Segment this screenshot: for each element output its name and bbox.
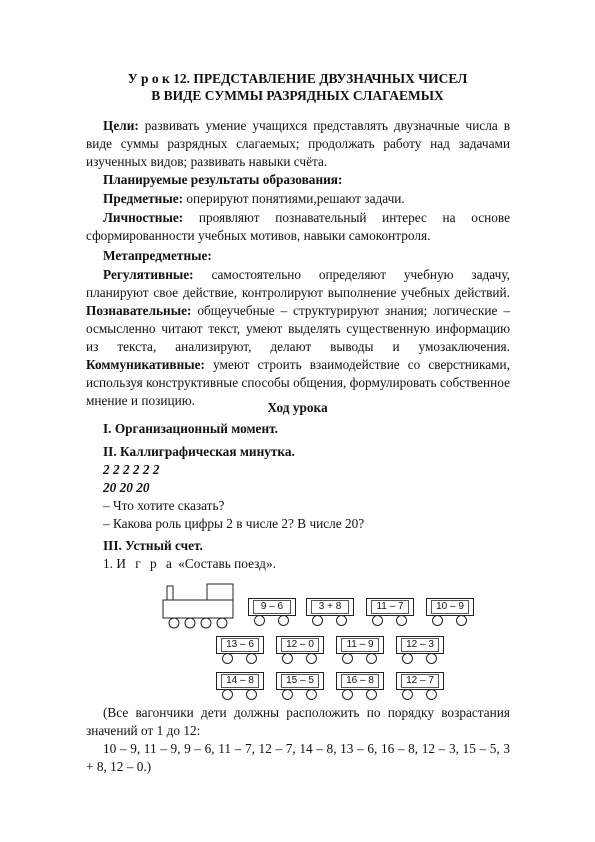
train-car-label: 16 – 8 xyxy=(341,674,379,688)
goals-paragraph xyxy=(86,117,510,171)
lesson-title-line1: У р о к 12. ПРЕДСТАВЛЕНИЕ ДВУЗНАЧНЫХ ЧИСЕЛ xyxy=(127,71,468,86)
wheel-icon xyxy=(282,653,293,664)
wheel-icon xyxy=(366,653,377,664)
train-car xyxy=(306,598,354,616)
results-heading: Планируемые результаты образования: xyxy=(103,172,343,187)
train-car xyxy=(336,636,384,654)
meta-heading: Метапредметные: xyxy=(103,248,212,263)
sequence-paragraph: 10 – 9, 11 – 9, 9 – 6, 11 – 7, 12 – 7, 14 – 8, 13 – 6, 16 – 8, 12 – 3, 15 – 5, 3 + 8, 12 – 0.) xyxy=(86,741,510,774)
wheel-icon xyxy=(426,653,437,664)
wheel-icon xyxy=(456,615,467,626)
course-heading: Ход урока xyxy=(267,400,328,415)
train-car-label: 15 – 5 xyxy=(281,674,319,688)
regulatory-label: Регулятивные: xyxy=(103,267,194,282)
train-car xyxy=(248,598,296,616)
question-2: – Какова роль цифры 2 в числе 2? В числе 20? xyxy=(103,516,365,531)
wheel-icon xyxy=(306,689,317,700)
game-line xyxy=(103,555,276,573)
section-3-heading: III. Устный счет. xyxy=(103,538,203,553)
question-1: – Что хотите сказать? xyxy=(103,498,225,513)
wheel-icon xyxy=(342,689,353,700)
wheel-icon xyxy=(342,653,353,664)
subject-label: Предметные: xyxy=(103,191,184,206)
train-car xyxy=(276,672,324,690)
train-car-label: 12 – 3 xyxy=(401,638,439,652)
wheel-icon xyxy=(366,689,377,700)
wheel-icon xyxy=(402,689,413,700)
personal-results xyxy=(86,209,510,245)
calligraphy-line-2: 20 20 20 xyxy=(103,480,150,495)
train-car-label: 9 – 6 xyxy=(253,600,291,614)
regulatory-text: самостоятельно определяют учебную задачу, планируют свое действие, контролируют выполнение учебных действий. xyxy=(86,267,510,300)
wheel-icon xyxy=(402,653,413,664)
wheel-icon xyxy=(396,615,407,626)
lesson-title-line2: В ВИДЕ СУММЫ РАЗРЯДНЫХ СЛАГАЕМЫХ xyxy=(151,88,444,103)
personal-label: Личностные: xyxy=(103,210,184,225)
train-car xyxy=(366,598,414,616)
train-car-label: 12 – 7 xyxy=(401,674,439,688)
train-car-label: 14 – 8 xyxy=(221,674,259,688)
wheel-icon xyxy=(222,689,233,700)
cognitive-label: Познавательные: xyxy=(86,303,192,318)
game-word: И г р а xyxy=(116,556,175,571)
meta-paragraph xyxy=(86,266,510,410)
game-name: «Составь поезд». xyxy=(178,556,276,571)
wheel-icon xyxy=(246,689,257,700)
train-car-label: 3 + 8 xyxy=(311,600,349,614)
wheel-icon xyxy=(312,615,323,626)
wheel-icon xyxy=(282,689,293,700)
personal-text: проявляют познавательный интерес на основе сформированности учебных мотивов, навыки самоконтроля. xyxy=(86,210,510,243)
subject-text: оперируют понятиями,решают задачи. xyxy=(183,191,405,206)
goals-label: Цели: xyxy=(103,118,139,133)
wheel-icon xyxy=(246,653,257,664)
train-car-label: 11 – 9 xyxy=(341,638,379,652)
wheel-icon xyxy=(432,615,443,626)
communicative-label: Коммуникативные: xyxy=(86,357,205,372)
wheel-icon xyxy=(278,615,289,626)
locomotive-icon xyxy=(160,583,238,633)
wheel-icon xyxy=(254,615,265,626)
train-car xyxy=(216,636,264,654)
wheel-icon xyxy=(372,615,383,626)
train-car-label: 12 – 0 xyxy=(281,638,319,652)
goals-text: развивать умение учащихся представлять двузначные числа в виде суммы разрядных слагаемых; продолжать работу над задачами изученных видов; развивать навыки счёта. xyxy=(86,118,510,169)
train-car xyxy=(426,598,474,616)
calligraphy-line-1: 2 2 2 2 2 2 xyxy=(103,462,160,477)
section-2-heading: II. Каллиграфическая минутка. xyxy=(103,444,295,459)
train-car xyxy=(216,672,264,690)
wheel-icon xyxy=(222,653,233,664)
train-car xyxy=(276,636,324,654)
note-paragraph: (Все вагончики дети должны расположить по порядку возрастания значений от 1 до 12: xyxy=(86,705,510,738)
wheel-icon xyxy=(336,615,347,626)
subject-results xyxy=(103,190,405,208)
train-car-label: 11 – 7 xyxy=(371,600,409,614)
wheel-icon xyxy=(306,653,317,664)
communicative-text: умеют строить взаимодействие со сверстниками, используя конструктивные способы общения, формулировать собственное мнение и позицию. xyxy=(86,357,510,408)
train-car xyxy=(396,672,444,690)
section-1-heading: I. Организационный момент. xyxy=(103,421,278,436)
cognitive-text: общеучебные – структурируют знания; логические – осмысленно читают текст, умеют выделять существенную информацию из текста, анализируют, делают выводы и умозаключения. xyxy=(86,303,510,354)
game-number: 1. xyxy=(103,556,113,571)
train-car-label: 10 – 9 xyxy=(431,600,469,614)
train-car xyxy=(336,672,384,690)
train-car-label: 13 – 6 xyxy=(221,638,259,652)
train-car xyxy=(396,636,444,654)
wheel-icon xyxy=(426,689,437,700)
